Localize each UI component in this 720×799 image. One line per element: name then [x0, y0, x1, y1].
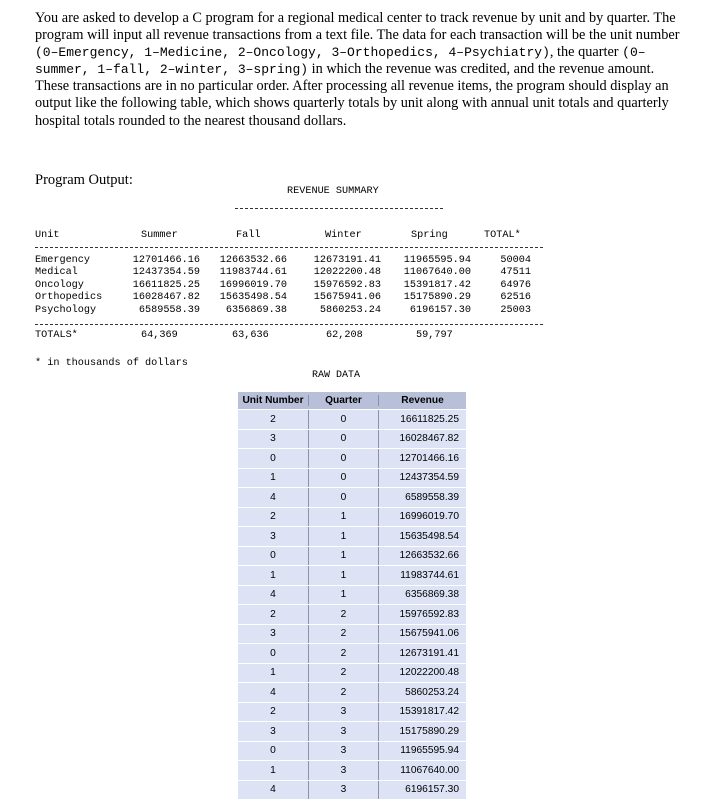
raw-data-row	[238, 624, 466, 644]
raw-cell-quarter: 1	[308, 566, 378, 585]
raw-cell-unit: 1	[238, 469, 308, 488]
raw-cell-quarter: 1	[308, 547, 378, 566]
summary-row-unit: Orthopedics	[35, 292, 102, 304]
raw-cell-revenue: 12022200.48	[378, 664, 466, 683]
summary-title: REVENUE SUMMARY	[287, 186, 379, 198]
raw-data-table	[238, 392, 466, 799]
raw-cell-revenue: 5860253.24	[378, 683, 466, 702]
raw-cell-revenue: 12437354.59	[378, 469, 466, 488]
raw-data-row	[238, 429, 466, 449]
raw-cell-revenue: 15976592.83	[378, 605, 466, 624]
quarters-code: (0–summer, 1–fall, 2–winter, 3–spring)	[35, 45, 646, 77]
summary-cell-fall: 16996019.70	[220, 280, 287, 292]
raw-data-row	[238, 468, 466, 488]
raw-cell-unit: 3	[238, 625, 308, 644]
summary-row-unit: Psychology	[35, 305, 96, 317]
summary-cell-winter: 15675941.06	[314, 292, 381, 304]
raw-data-row	[238, 682, 466, 702]
raw-data-row	[238, 565, 466, 585]
summary-row-unit: Oncology	[35, 280, 84, 292]
summary-cell-spring: 6196157.30	[410, 305, 471, 317]
totals-fall: 63,636	[232, 330, 269, 342]
totals-divider	[35, 324, 543, 325]
footnote: * in thousands of dollars	[35, 358, 188, 370]
raw-cell-revenue: 11965595.94	[378, 742, 466, 761]
raw-cell-quarter: 0	[308, 430, 378, 449]
header-spring: Spring	[411, 230, 448, 242]
raw-cell-revenue: 6589558.39	[378, 488, 466, 507]
summary-cell-summer: 12437354.59	[133, 267, 200, 279]
raw-cell-unit: 3	[238, 722, 308, 741]
header-total: TOTAL*	[484, 230, 521, 242]
raw-cell-quarter: 2	[308, 683, 378, 702]
summary-cell-winter: 15976592.83	[314, 280, 381, 292]
summary-cell-total: 50004	[500, 255, 531, 267]
header-divider	[35, 247, 543, 248]
raw-cell-revenue: 15391817.42	[378, 703, 466, 722]
header-winter: Winter	[325, 230, 362, 242]
raw-cell-unit: 2	[238, 410, 308, 429]
summary-cell-fall: 6356869.38	[226, 305, 287, 317]
raw-cell-quarter: 2	[308, 664, 378, 683]
raw-data-row	[238, 585, 466, 605]
raw-cell-revenue: 12663532.66	[378, 547, 466, 566]
raw-cell-revenue: 15675941.06	[378, 625, 466, 644]
summary-cell-total: 47511	[500, 267, 531, 279]
raw-cell-revenue: 16996019.70	[378, 508, 466, 527]
raw-cell-revenue: 12673191.41	[378, 644, 466, 663]
summary-row-unit: Emergency	[35, 255, 90, 267]
units-code: (0–Emergency, 1–Medicine, 2–Oncology, 3–Orthopedics, 4–Psychiatry)	[35, 45, 550, 60]
raw-data-row	[238, 526, 466, 546]
raw-cell-revenue: 6196157.30	[378, 781, 466, 799]
raw-cell-revenue: 15175890.29	[378, 722, 466, 741]
raw-cell-quarter: 1	[308, 586, 378, 605]
raw-cell-quarter: 2	[308, 625, 378, 644]
problem-statement	[35, 10, 685, 130]
raw-cell-quarter: 2	[308, 644, 378, 663]
summary-cell-winter: 12673191.41	[314, 255, 381, 267]
intro-text-2: , the quarter	[550, 44, 622, 60]
raw-cell-revenue: 11983744.61	[378, 566, 466, 585]
raw-cell-quarter: 3	[308, 742, 378, 761]
raw-cell-quarter: 3	[308, 781, 378, 799]
totals-winter: 62,208	[326, 330, 363, 342]
raw-cell-quarter: 1	[308, 508, 378, 527]
raw-cell-quarter: 2	[308, 605, 378, 624]
raw-cell-revenue: 11067640.00	[378, 761, 466, 780]
raw-data-row	[238, 643, 466, 663]
raw-cell-revenue: 6356869.38	[378, 586, 466, 605]
raw-data-row	[238, 721, 466, 741]
totals-summer: 64,369	[141, 330, 178, 342]
summary-cell-summer: 16028467.82	[133, 292, 200, 304]
summary-cell-total: 62516	[500, 292, 531, 304]
raw-data-row	[238, 741, 466, 761]
raw-cell-unit: 2	[238, 703, 308, 722]
raw-data-row	[238, 702, 466, 722]
summary-cell-winter: 12022200.48	[314, 267, 381, 279]
summary-cell-summer: 6589558.39	[139, 305, 200, 317]
header-unit: Unit	[35, 230, 59, 242]
summary-cell-spring: 15391817.42	[404, 280, 471, 292]
raw-cell-unit: 0	[238, 644, 308, 663]
raw-data-row	[238, 760, 466, 780]
title-divider	[235, 208, 443, 209]
raw-cell-unit: 2	[238, 508, 308, 527]
header-summer: Summer	[141, 230, 178, 242]
raw-cell-revenue: 12701466.16	[378, 449, 466, 468]
raw-cell-unit: 0	[238, 742, 308, 761]
raw-cell-quarter: 0	[308, 410, 378, 429]
raw-cell-unit: 3	[238, 527, 308, 546]
raw-header-quarter: Quarter	[308, 395, 378, 406]
header-fall: Fall	[236, 230, 260, 242]
raw-cell-unit: 4	[238, 586, 308, 605]
summary-cell-winter: 5860253.24	[320, 305, 381, 317]
totals-spring: 59,797	[416, 330, 453, 342]
raw-header-unit: Unit Number	[238, 395, 308, 406]
summary-cell-spring: 11067640.00	[404, 267, 471, 279]
totals-label: TOTALS*	[35, 330, 78, 342]
raw-cell-quarter: 3	[308, 703, 378, 722]
summary-cell-summer: 16611825.25	[133, 280, 200, 292]
raw-cell-unit: 4	[238, 488, 308, 507]
intro-text-3: in which the revenue was credited, and the revenue amount. These transactions are in no particular order. After processing all revenue items, the program should display an output like the following table, which shows quarterly totals by unit along with annual unit totals and quarterly hospital totals rounded to the nearest thousand dollars.	[35, 61, 669, 128]
summary-cell-fall: 12663532.66	[220, 255, 287, 267]
raw-data-row	[238, 546, 466, 566]
raw-cell-unit: 2	[238, 605, 308, 624]
summary-cell-summer: 12701466.16	[133, 255, 200, 267]
summary-cell-fall: 15635498.54	[220, 292, 287, 304]
raw-data-title: RAW DATA	[312, 370, 360, 381]
raw-cell-unit: 1	[238, 664, 308, 683]
raw-data-row	[238, 409, 466, 429]
raw-header-row	[238, 392, 466, 409]
raw-cell-unit: 3	[238, 430, 308, 449]
raw-cell-revenue: 15635498.54	[378, 527, 466, 546]
raw-cell-quarter: 3	[308, 722, 378, 741]
program-output-label: Program Output:	[35, 172, 133, 189]
summary-cell-spring: 11965595.94	[404, 255, 471, 267]
raw-data-row	[238, 487, 466, 507]
raw-data-row	[238, 663, 466, 683]
raw-data-row	[238, 780, 466, 799]
raw-cell-quarter: 0	[308, 469, 378, 488]
summary-cell-total: 25003	[500, 305, 531, 317]
raw-cell-unit: 4	[238, 781, 308, 799]
raw-cell-unit: 0	[238, 547, 308, 566]
raw-data-row	[238, 507, 466, 527]
raw-data-row	[238, 604, 466, 624]
summary-cell-fall: 11983744.61	[220, 267, 287, 279]
summary-cell-spring: 15175890.29	[404, 292, 471, 304]
raw-cell-unit: 1	[238, 761, 308, 780]
raw-cell-unit: 4	[238, 683, 308, 702]
raw-cell-quarter: 3	[308, 761, 378, 780]
raw-cell-unit: 1	[238, 566, 308, 585]
raw-cell-quarter: 0	[308, 449, 378, 468]
raw-header-revenue: Revenue	[378, 395, 466, 406]
raw-data-row	[238, 448, 466, 468]
summary-cell-total: 64976	[500, 280, 531, 292]
raw-cell-revenue: 16611825.25	[378, 410, 466, 429]
intro-text-1: You are asked to develop a C program for a regional medical center to track revenue by unit and by quarter. The program will input all revenue transactions from a text file. The data for each transaction will be the unit number	[35, 10, 679, 43]
raw-cell-quarter: 0	[308, 488, 378, 507]
revenue-summary	[35, 186, 545, 376]
summary-row-unit: Medical	[35, 267, 78, 279]
raw-cell-unit: 0	[238, 449, 308, 468]
raw-cell-quarter: 1	[308, 527, 378, 546]
raw-cell-revenue: 16028467.82	[378, 430, 466, 449]
